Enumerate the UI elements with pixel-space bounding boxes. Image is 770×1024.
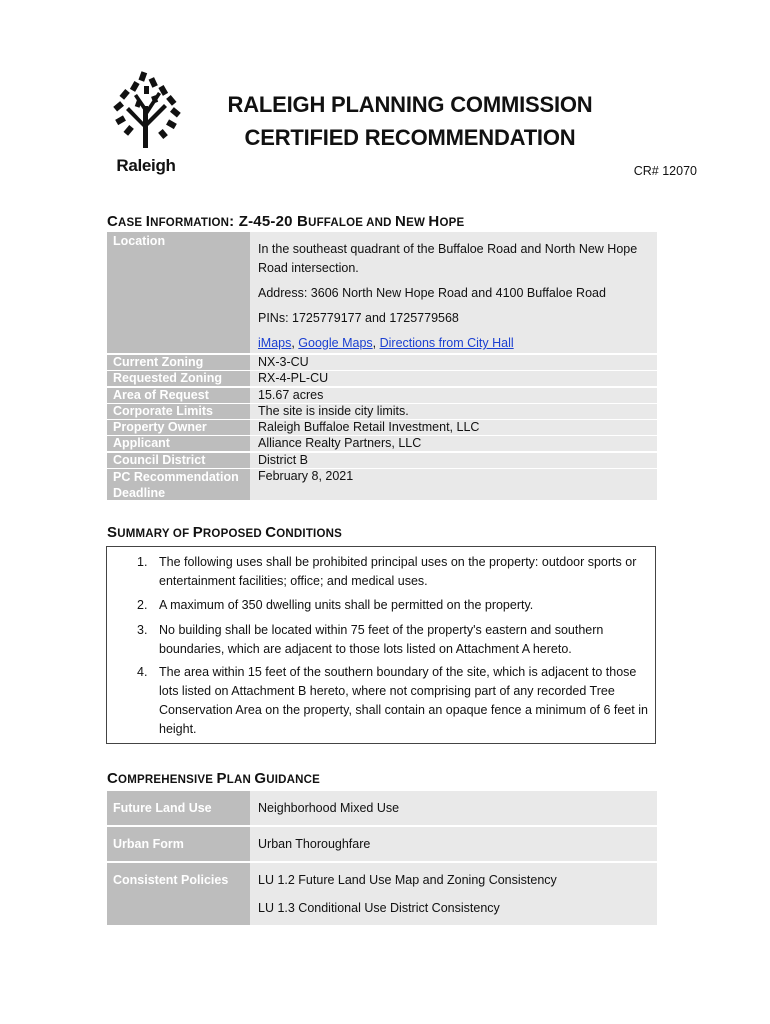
condition-text: The following uses shall be prohibited principal uses on the property: outdoor sports or entertainment facilities; office; and medical uses. [159,555,637,588]
list-item [137,553,649,591]
row-value: Raleigh Buffaloe Retail Investment, LLC [250,420,657,435]
row-value: February 8, 2021 [250,469,657,500]
map-links: iMaps, Google Maps, Directions from City Hall [258,336,514,350]
google-maps-link[interactable]: Google Maps [298,336,373,350]
row-value: District B [250,453,657,468]
case-information-heading: CASE INFORMATION: Z-45-20 BUFFALOE AND NEW HOPE [107,213,465,230]
condition-text: A maximum of 350 dwelling units shall be permitted on the property. [159,598,534,612]
row-value: RX-4-PL-CU [250,371,657,386]
cr-number: CR# 12070 [633,164,697,178]
condition-number: 1. [137,555,148,569]
row-label: Future Land Use [107,791,250,825]
table-row [107,436,657,451]
plan-guidance-heading: COMPREHENSIVE PLAN GUIDANCE [107,770,321,787]
row-label: Applicant [107,436,250,451]
row-value [250,863,657,925]
row-label: Property Owner [107,420,250,435]
conditions-box [106,546,656,744]
row-label: Area of Request [107,388,250,403]
condition-number: 3. [137,623,148,637]
row-label: Council District [107,453,250,468]
row-label: Requested Zoning [107,371,250,386]
row-label: Current Zoning [107,355,250,370]
row-value: Alliance Realty Partners, LLC [250,436,657,451]
plan-guidance-table [107,791,657,927]
table-row [107,453,657,468]
row-value: Neighborhood Mixed Use [250,791,657,825]
table-row [107,420,657,435]
policy-item: LU 1.3 Conditional Use District Consistency [258,901,500,915]
page-title-line1: RALEIGH PLANNING COMMISSION [227,92,593,117]
table-row [107,371,657,386]
list-item [137,663,649,739]
case-information-table [107,232,657,501]
location-address: Address: 3606 North New Hope Road and 4100 Buffaloe Road [258,286,606,300]
condition-text: The area within 15 feet of the southern boundary of the site, which is adjacent to those lots listed on Attachment B hereto, where not comprising part of any recorded Tree Conservation Area on the property, shall contain an opaque fence a minimum of 6 feet in height. [159,665,648,736]
row-label: PC Recommendation Deadline [107,469,250,500]
list-item [137,596,649,615]
condition-number: 4. [137,665,148,679]
table-row [107,469,657,500]
condition-number: 2. [137,598,148,612]
condition-text: No building shall be located within 75 feet of the property's eastern and southern boundaries, which are adjacent to those lots listed on Attachment A hereto. [159,623,604,656]
page-title-line2: CERTIFIED RECOMMENDATION [244,125,576,150]
row-value: 15.67 acres [250,388,657,403]
location-description: In the southeast quadrant of the Buffaloe Road and North New Hope Road intersection. [258,242,638,275]
location-pins: PINs: 1725779177 and 1725779568 [258,311,459,325]
row-value: NX-3-CU [250,355,657,370]
summary-heading: SUMMARY OF PROPOSED CONDITIONS [107,524,342,541]
row-value: Urban Thoroughfare [250,827,657,861]
list-item [137,621,649,659]
table-row [107,355,657,370]
location-row [107,232,657,353]
location-value [250,232,657,353]
table-row [107,791,657,825]
table-row [107,827,657,861]
table-row [107,388,657,403]
row-label: Urban Form [107,827,250,861]
logo-wordmark: Raleigh [116,156,176,175]
table-row [107,863,657,925]
policy-item: LU 1.2 Future Land Use Map and Zoning Consistency [258,873,557,887]
row-label: Consistent Policies [107,863,250,925]
row-value: The site is inside city limits. [250,404,657,419]
row-label: Corporate Limits [107,404,250,419]
location-label: Location [107,232,250,353]
directions-link[interactable]: Directions from City Hall [379,336,514,350]
imaps-link[interactable]: iMaps [258,336,292,350]
table-row [107,404,657,419]
